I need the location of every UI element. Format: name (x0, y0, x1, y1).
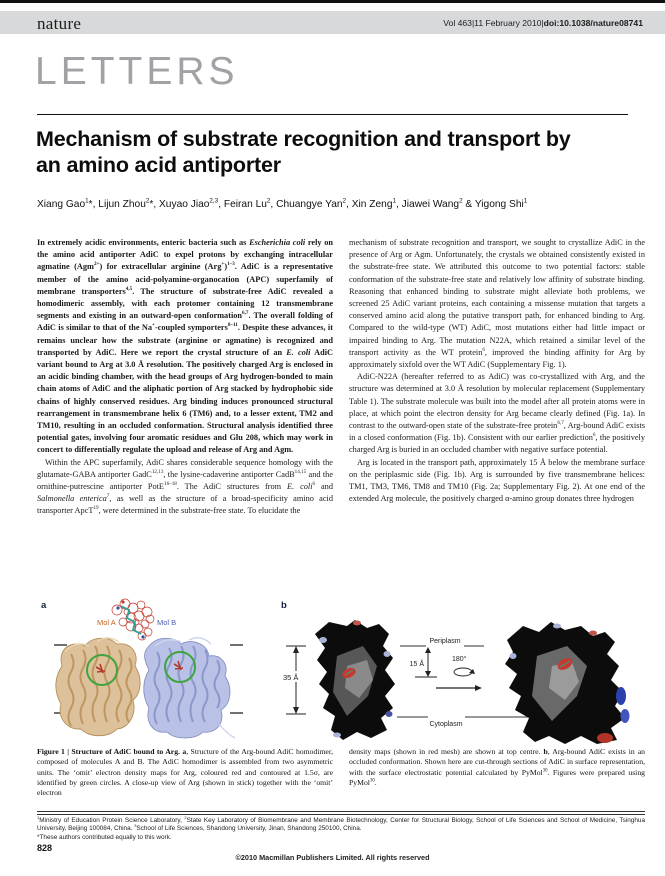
body-text-columns (37, 237, 645, 595)
body-paragraph: Arg is located in the transport path, approximately 15 Å below the membrane surface on the periplasmic side (Fig. 1b). Arg is surrounded by five transmembrane helices: TM1, TM3, TM6, TM8 and TM10 (Fig. 2a; Supplementary Fig. 2). At one end of the extended Arg molecule, the positively charged α-amino group donates three hydrogen (349, 457, 645, 504)
doi-text: doi:10.1038/nature08741 (543, 18, 643, 28)
surface-cutaway-left (315, 620, 395, 740)
dim-35A-label: 35 Å (283, 673, 299, 682)
figure-caption-left: Figure 1 | Structure of AdiC bound to Arg. a, Structure of the Arg-bound AdiC homodimer, composed of molecules A and B. The AdiC homodimer is assembled from two asymmetric units. The ‘omit’ electron density maps for Arg, coloured red and contoured at 1.5σ, are identified by green circles. A close-up view of Arg (shown in stick) together with the ‘omit’ electron (37, 747, 333, 798)
abstract-paragraph: In extremely acidic environments, enteric bacteria such as Escherichia coli rely on the amino acid antiporter AdiC to expel protons by exchanging intracellular agmatine (Agm$^{2+}$) for extracellular arginine $(Arg^+)^{1-3}$. AdiC is a representative member of the amino acid-polyamine-organocation (APC) superfamily of membrane transporters$^{4,5}$. The structure of substrate-free AdiC revealed a homodimeric assembly, with each protomer containing 12 transmembrane segments and existing in an outward-open conformation$^{6,7}$. The overall folding of AdiC is similar to that of the Na+-coupled symporters$^{8-11}$. Despite these advances, it remains unclear how the substrate (arginine or agmatine) is recognized and transported by AdiC. Here we report the crystal structure of an E. coli AdiC variant bound to Arg at 3.0 Å resolution. The positively charged Arg is enclosed in an acidic binding chamber, with the head groups of Arg hydrogen-bonded to main chain atoms of AdiC and the aliphatic portion of Arg stacked by hydrophobic side chains of highly conserved residues. Arg binding induces pronounced structural rearrangement in transmembrane helix 6 (TM6) and, to a lesser extent, TM2 and TM10, resulting in an occluded conformation. Structural analysis identified three potential gates, involving four aromatic residues and Glu 208, which may work in concert to differentially regulate the upload and release of Arg and Agm. (37, 238, 333, 455)
dim-15A-label: 15 Å (409, 661, 424, 668)
rotation-axis-icon (454, 668, 475, 676)
figure-1-caption (37, 747, 645, 798)
body-paragraph: mechanism of substrate recognition and transport, we sought to crystallize AdiC in the presence of Arg or Agm. Unfortunately, the crystals we obtained consistently existed in the substrate-free state. We attributed this outcome to two potential factors: stable conformation of the substrate-free state and relatively low affinity of substrate binding. Reasoning that enhanced binding to substrate might alleviate both problems, we screened 25 AdiC variant proteins, each containing a missense mutation that targets a conserved amino acid along the putative transport path, for enhanced binding to Arg. Compared to the wild-type (WT) AdiC, most mutations either had little impact or impaired binding to Arg. The mutation N22A, which retained a similar level of the transport activity as the WT protein$^6$, improved the binding affinity for Arg by approximately sixfold over the WT AdiC (Supplementary Fig. 1). (349, 238, 645, 370)
nitrogen-atom (116, 606, 119, 609)
body-paragraph: Within the APC superfamily, AdiC shares considerable sequence homology with the glutamate-GABA antiporter GadC$^{12,13}$, the lysine-cadaverine antiporter CadB$^{14,15}$ and the ornithine-putrescine antiporter PotE$^{16-18}$. The AdiC structures from E. coli$^6$ and Salmonella enterica$^7$, as well as the structure of a broad-specificity amino acid transporter ApcT$^{19}$, were determined in the substrate-free state. To elucidate the (37, 457, 334, 516)
mol-b-text-label: Mol B (157, 618, 177, 627)
mol-b-ribbon (144, 638, 235, 738)
issue-date: Vol 463|11 February 2010| (443, 18, 544, 28)
panel-b-label: b (281, 600, 287, 611)
article-title-line1: Mechanism of substrate recognition and transport by (36, 127, 571, 151)
article-title (36, 126, 636, 178)
nitrogen-atom (141, 635, 144, 638)
page-number: 828 (37, 843, 53, 853)
body-column-right (349, 237, 645, 595)
omit-density-mesh (112, 599, 154, 640)
equal-contribution-note: *These authors contributed equally to this work. (37, 834, 172, 841)
copyright-line: ©2010 Macmillan Publishers Limited. All rights reserved (235, 853, 430, 862)
mol-a-ribbon (56, 638, 140, 736)
title-divider-rule (37, 114, 628, 115)
surface-cutaway-right (505, 622, 630, 744)
masthead-band (0, 11, 665, 34)
footnote-divider-rule (37, 811, 645, 815)
panel-a-label: a (41, 600, 47, 611)
page-top-border (0, 0, 665, 3)
issue-doi-line (443, 18, 643, 28)
oxygen-atom (121, 600, 124, 603)
cytoplasm-label: Cytoplasm (429, 721, 463, 728)
author-list: Xiang Gao$^1$*, Lijun Zhou$^2$*, Xuyao Jiao$^{2,3}$, Feiran Lu$^2$, Chuangye Yan$^2$, Xin Zeng$^1$, Jiawei Wang$^2$ & Yigong Shi$^1$ (37, 197, 528, 210)
section-letters-banner: LETTERS (35, 50, 239, 93)
figure-panel-a (41, 599, 243, 738)
figure-1-graphic (37, 596, 645, 745)
affiliations-footnote: $^1$Ministry of Education Protein Science Laboratory, $^2$State Key Laboratory of Biomembrane and Membrane Biotechnology, Center for Structural Biology, School of Life Sciences and School of Medicine, Tsinghua University, Beijing 100084, China. $^3$School of Life Sciences, Shandong University, Jinan, Shandong 250100, China. (37, 814, 645, 833)
body-column-left (37, 237, 333, 595)
mol-a-text-label: Mol A (97, 618, 116, 627)
article-title-line2: an amino acid antiporter (36, 153, 281, 177)
figure-caption-right: density maps (shown in red mesh) are shown at top centre. b, Arg-bound AdiC exists in an occluded conformation. Shown here are cut-through sections of AdiC in surface representation, with the surface electrostatic potential calculated by PyMol$^{30}$. Figures were prepared using PyMol$^{30}$. (349, 747, 646, 787)
rotation-180-label: 180° (452, 656, 467, 663)
periplasm-label: Periplasm (429, 638, 461, 645)
body-paragraph: AdiC-N22A (hereafter referred to as AdiC) was co-crystallized with Arg, and the structure was determined at 3.0 Å resolution by molecular replacement (Supplementary Table 1). The substrate molecule was built into the model after all protein atoms were in place, at which point the electron density for Arg became clearly defined (Fig. 1a). In contrast to the outward-open state of the substrate-free protein$^{6,7}$, Arg-bound AdiC exists in a closed conformation (Fig. 1b). Consistent with our earlier prediction$^6$, the positively charged Arg is buried in an occluded chamber with negative surface potential. (349, 372, 645, 455)
nature-logo: nature (37, 14, 82, 33)
view-change-arrow (436, 685, 482, 691)
figure-panel-b (281, 600, 630, 744)
